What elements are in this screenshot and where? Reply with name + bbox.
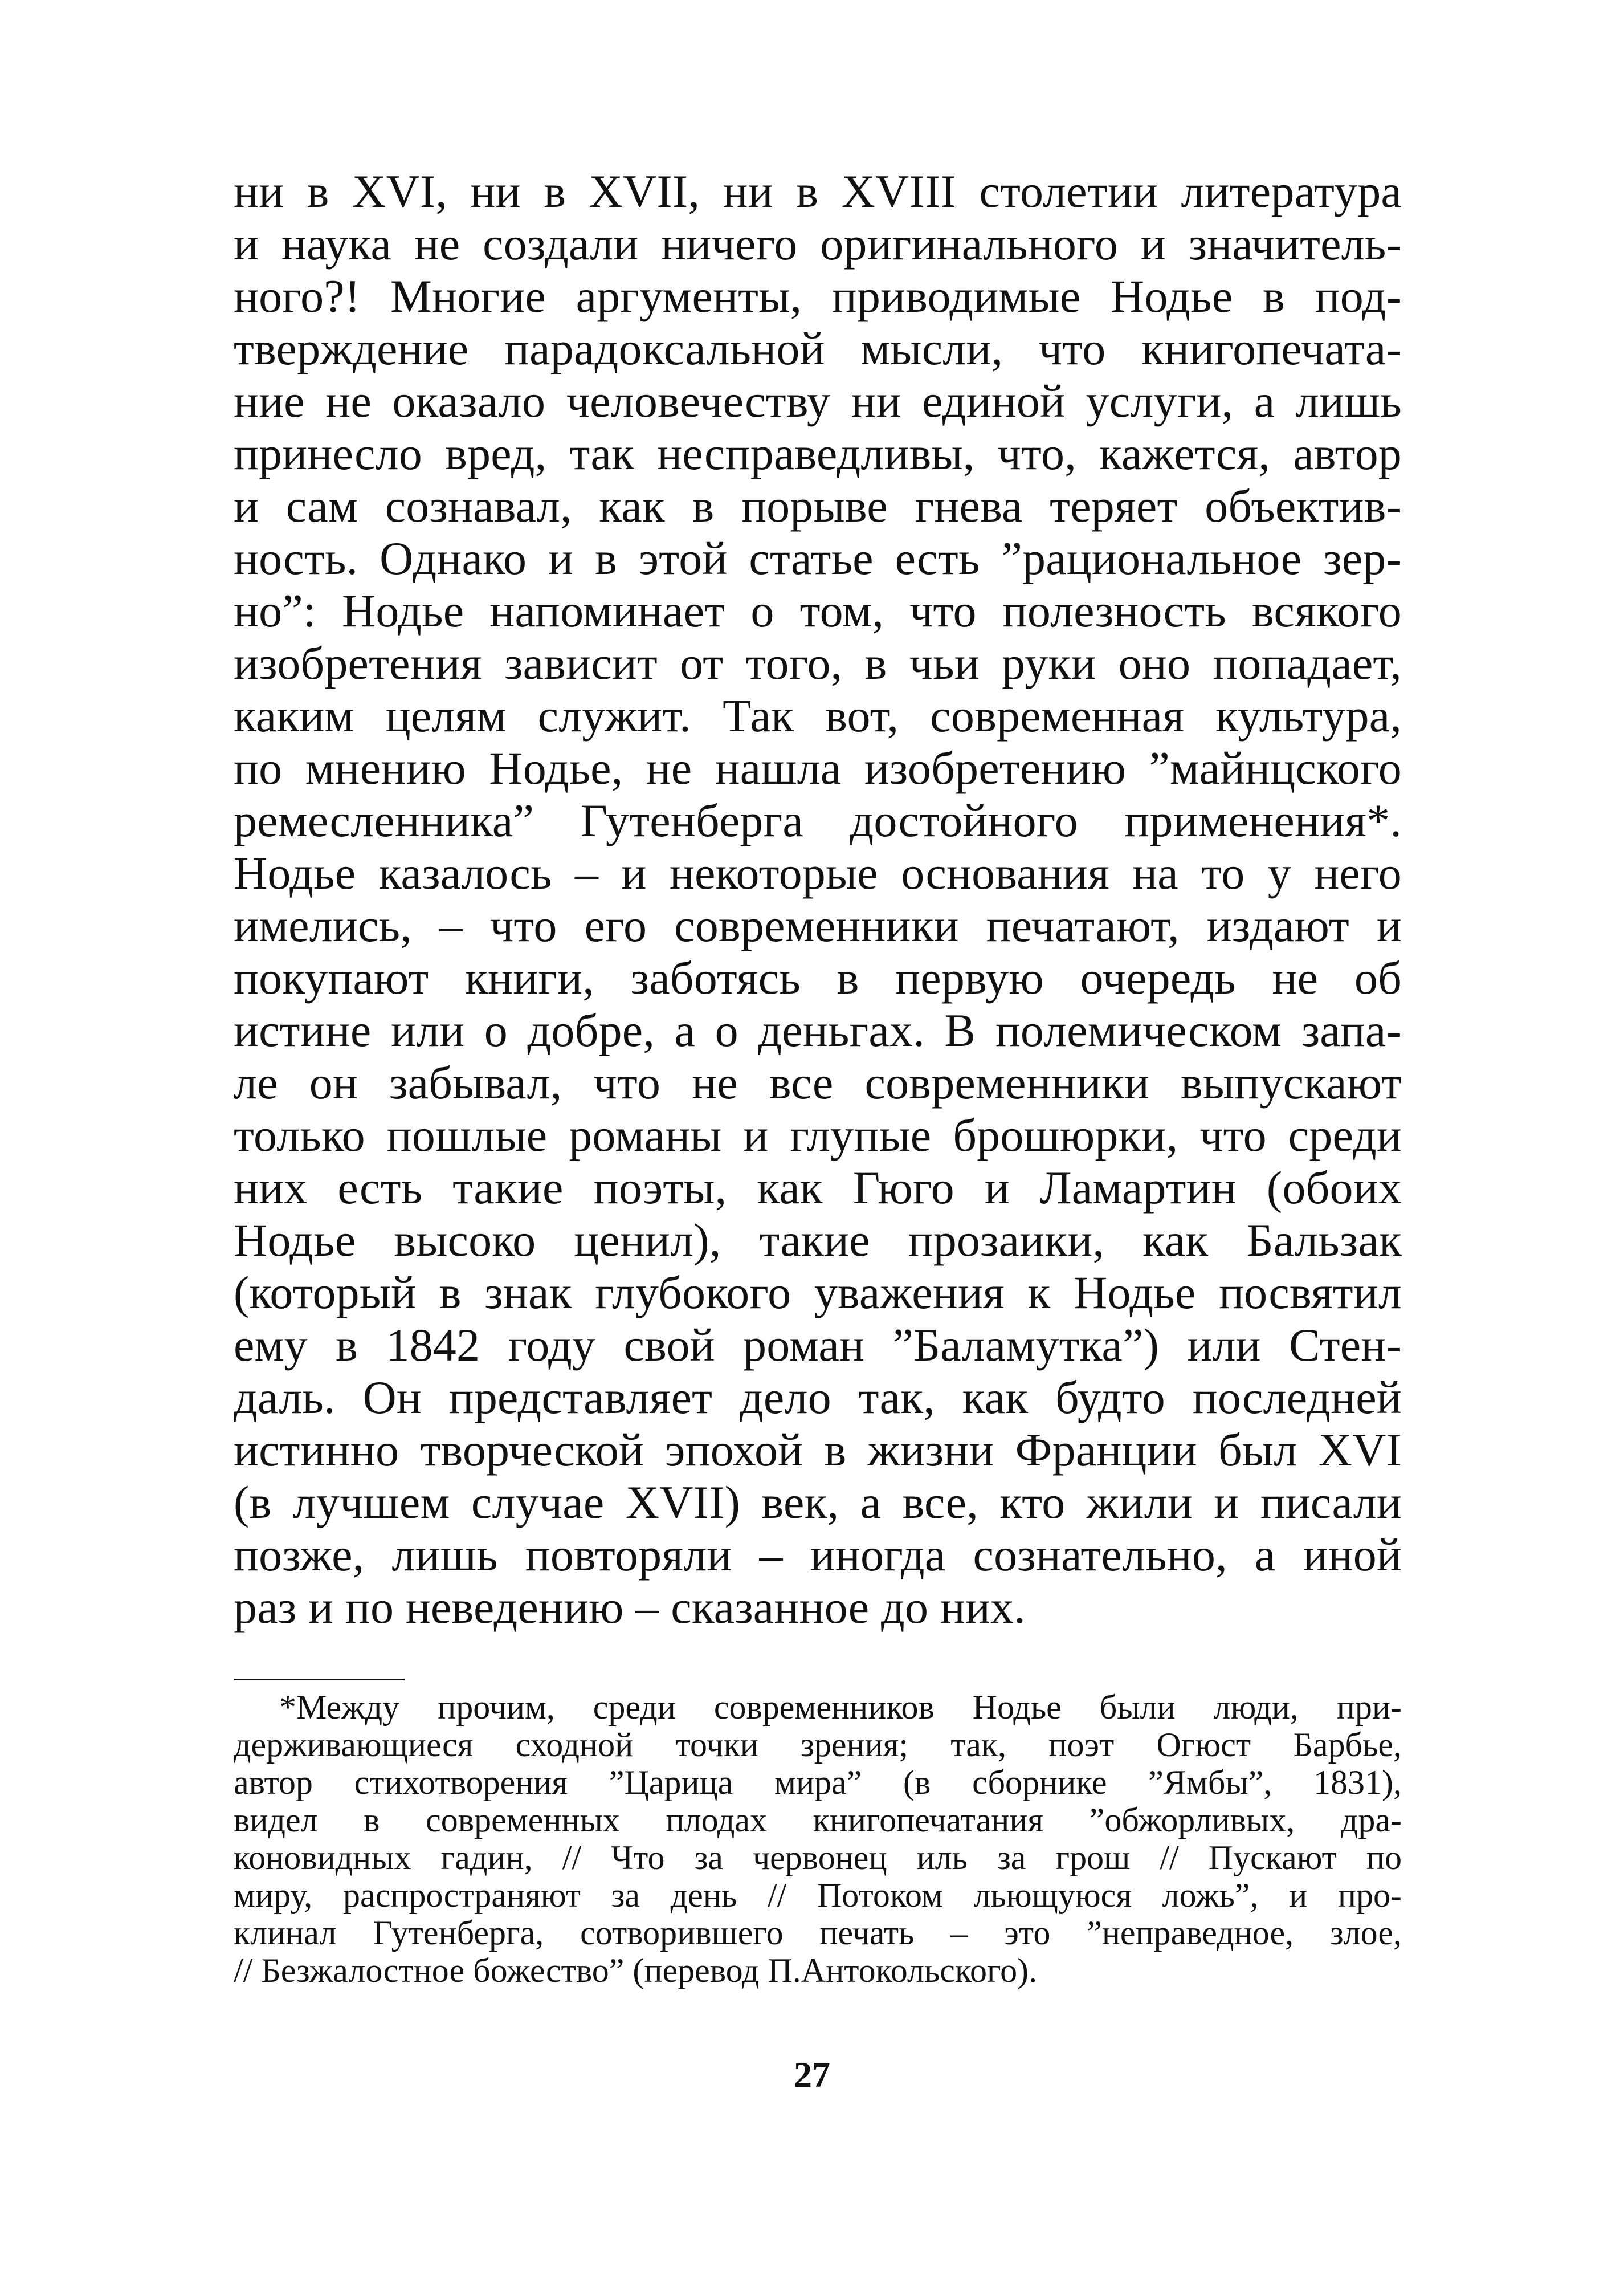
text-line: имелись, – что его современники печатают, издают и — [234, 899, 1402, 951]
footnote-line: коновидных гадин, // Что за червонец иль за грош // Пускают по — [234, 1839, 1402, 1876]
text-line: (в лучшем случае XVII) век, а все, кто жили и писали — [234, 1476, 1402, 1528]
text-line: принесло вред, так несправедливы, что, кажется, автор — [234, 427, 1402, 479]
footnote-line: держивающиеся сходной точки зрения; так, поэт Огюст Барбье, — [234, 1726, 1402, 1764]
text-line: ему в 1842 году свой роман ”Баламутка”) или Стен- — [234, 1319, 1402, 1371]
text-line: тверждение парадоксальной мысли, что книгопечата- — [234, 323, 1402, 374]
footnote-line: клинал Гутенберга, сотворившего печать – это ”неправедное, злое, — [234, 1914, 1402, 1952]
main-text — [234, 165, 1402, 1634]
text-line: ного?! Многие аргументы, приводимые Нодье в под- — [234, 270, 1402, 322]
text-line: истине или о добре, а о деньгах. В полемическом запа- — [234, 1004, 1402, 1056]
text-line: ремесленника” Гутенберга достойного применения*. — [234, 795, 1402, 846]
footnote-line: *Между прочим, среди современников Нодье были люди, при- — [279, 1688, 1402, 1726]
text-line: изобретения зависит от того, в чьи руки оно попадает, — [234, 637, 1402, 689]
text-line: истинно творческой эпохой в жизни Франции был XVI — [234, 1424, 1402, 1476]
footnote-line: автор стихотворения ”Царица мира” (в сборнике ”Ямбы”, 1831), — [234, 1764, 1402, 1801]
footnote — [234, 1688, 1402, 1989]
text-line: ние не оказало человечеству ни единой услуги, а лишь — [234, 375, 1402, 427]
text-line: даль. Он представляет дело так, как будто последней — [234, 1371, 1402, 1423]
text-line: но”: Нодье напоминает о том, что полезность всякого — [234, 585, 1402, 637]
text-line: позже, лишь повторяли – иногда сознательно, а иной — [234, 1529, 1402, 1581]
text-line: и сам сознавал, как в порыве гнева теряет объектив- — [234, 480, 1402, 532]
text-line: только пошлые романы и глупые брошюрки, что среди — [234, 1109, 1402, 1161]
text-line: (который в знак глубокого уважения к Нодье посвятил — [234, 1267, 1402, 1318]
text-line: ле он забывал, что не все современники выпускают — [234, 1057, 1402, 1109]
text-line: по мнению Нодье, не нашла изобретению ”майнцского — [234, 742, 1402, 794]
page-number: 27 — [794, 2054, 830, 2095]
text-line: раз и по неведению – сказанное до них. — [234, 1581, 1026, 1633]
text-line: ность. Однако и в этой статье есть ”рациональное зер- — [234, 532, 1402, 584]
footnote-divider — [234, 1679, 405, 1680]
text-line: ни в XVI, ни в XVII, ни в XVIII столетии литература — [234, 165, 1402, 217]
footnote-line: миру, распространяют за день // Потоком льющуюся ложь”, и про- — [234, 1876, 1402, 1914]
text-line: них есть такие поэты, как Гюго и Ламартин (обоих — [234, 1162, 1402, 1214]
footnote-line: видел в современных плодах книгопечатания ”обжорливых, дра- — [234, 1801, 1402, 1839]
text-line: Нодье высоко ценил), такие прозаики, как Бальзак — [234, 1214, 1402, 1266]
text-line: каким целям служит. Так вот, современная культура, — [234, 690, 1402, 742]
text-line: покупают книги, заботясь в первую очередь не об — [234, 952, 1402, 1004]
text-line: Нодье казалось – и некоторые основания на то у него — [234, 847, 1402, 899]
footnote-line: // Безжалостное божество” (перевод П.Антокольского). — [234, 1952, 1038, 1989]
text-line: и наука не создали ничего оригинального и значитель- — [234, 218, 1402, 270]
